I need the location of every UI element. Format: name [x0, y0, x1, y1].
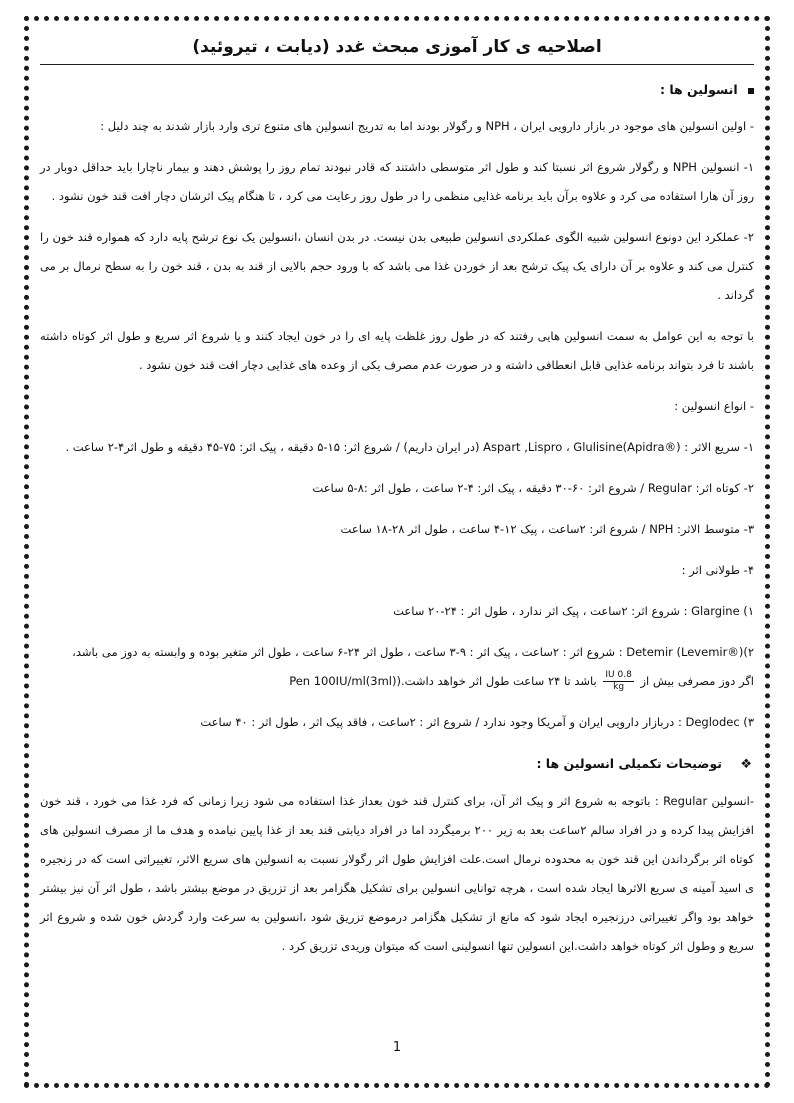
page-number: 1 [392, 1040, 402, 1055]
dose-text-before: اگر دوز مصرفی بیش از [640, 674, 754, 688]
four-diamond-bullet-icon: ❖ [740, 757, 752, 772]
paragraph-conclusion: با توجه به این عوامل به سمت انسولین هایی رفتند که در طول روز غلظت پایه ای را در خون ایجاد کنند و یا شروع اثر سریع و طول اثر کوتاه داشته باشند تا فرد بتواند برنامه غذایی قابل انعطافی داشته و در صورت عدم مصرف یکی از وعده های غذایی دچار افت قند خون نشود . [40, 329, 754, 372]
dose-fraction-numerator: 0.8 IU [605, 670, 632, 680]
paragraph-intermediate-acting: ۳- متوسط الاثر: NPH / شروع اثر: ۲ساعت ، پیک ۱۲-۴ ساعت ، طول اثر ۲۸-۱۸ ساعت [340, 522, 754, 536]
dose-fraction-denominator: kg [613, 682, 625, 692]
paragraph-types-heading: - انواع انسولین : [674, 399, 754, 413]
paragraph-reason-1: ۱- انسولین NPH و رگولار شروع اثر نسبتا کند و طول اثر متوسطی داشتند که قادر نبودند تمام روز را پوشش دهند و بیمار ناچارا باید حداقل دوبار در روز آن هارا استفاده می کرد و علاوه برآن باید برنامه غذایی منظمی را در طول روز رعایت می کرد ، تا هنگام پیک اثرشان دچار افت قند خون نشود . [40, 160, 754, 203]
paragraph-deglodec: ۳) Deglodec : دربازار دارویی ایران و آمریکا وجود ندارد / شروع اثر : ۲ساعت ، فاقد پیک اثر ، طول اثر : ۴۰ ساعت [200, 715, 754, 729]
page-title: اصلاحیه ی کار آموزی مبحث غدد (دیابت ، تیروئید) [192, 37, 602, 57]
dose-fraction [603, 670, 633, 693]
paragraph-glargine: ۱) Glargine : شروع اثر: ۲ساعت ، پیک اثر ندارد ، طول اثر : ۲۴-۲۰ ساعت [393, 604, 754, 618]
paragraph-regular-insulin: -انسولین Regular : باتوجه به شروع اثر و پیک اثر آن، برای کنترل قند خون بعداز غذا استفاده می شود زیرا زمانی که فرد غذا می خورد ، قند خون افزایش پیدا کرده و در افراد سالم ۲ساعت بعد به زیر ۲۰۰ برمیگردد اما در افراد دیابتی قند بعد از غذا پایین نیامده و هدف ما از مصرف انسولین های کوتاه اثر برگرداندن این قند خون به محدوده نرمال است.علت افزایش طول اثر رگولار نسبت به انسولین های سریع الاثر، تغییراتی است که در زنجیره ی اسید آمینه ی سریع الاثرها ایجاد شده است ، هرچه توانایی انسولین برای تشکیل هگزامر بعد از تزریق در موضع بیشتر باشد ، طول اثر آن نیز بیشتر خواهد بود واگر تغییراتی درزنجیره ایجاد شود که مانع از تشکیل هگزامر درموضع تزریق شود ،انسولین به سرعت وارد گردش خون شده و شروع اثر سریع و وطول اثر کوتاه خواهد داشت.این انسولین تنها انسولینی است که میتوان وریدی تزریق کرد . [40, 794, 755, 953]
section-heading-supplementary [40, 749, 754, 779]
paragraph-intro: - اولین انسولین های موجود در بازار دارویی ایران ، NPH و رگولار بودند اما به تدریج انسولین های متنوع تری وارد بازار شدند به چند دلیل : [100, 119, 754, 133]
paragraph-short-acting: ۲- کوتاه اثر: Regular / شروع اثر: ۶۰-۳۰ دقیقه ، پیک اثر: ۴-۲ ساعت ، طول اثر :۸-۵ ساعت [312, 481, 754, 495]
title-underline [40, 64, 754, 65]
paragraph-detemir-dose [40, 667, 754, 696]
paragraph-rapid-acting: ۱- سریع الاثر : Aspart ,Lispro ، Glulisine(Apidra®) (در ایران داریم) / شروع اثر: ۱۵-۵ دقیقه ، پیک اثر: ۷۵-۴۵ دقیقه و طول اثر۴-۲ ساعت . [65, 440, 754, 454]
dose-text-after: باشد تا ۲۴ ساعت طول اثر خواهد داشت.(Pen 100IU/ml(3ml) [289, 674, 597, 688]
square-bullet-icon [748, 88, 754, 94]
section-heading-insulins [40, 75, 754, 104]
section-heading-supplementary-text: توضیحات تکمیلی انسولین ها : [536, 756, 722, 771]
paragraph-long-acting-heading: ۴- طولانی اثر : [681, 563, 754, 577]
paragraph-reason-2: ۲- عملکرد این دونوع انسولین شبیه الگوی عملکردی انسولین طبیعی بدن نیست. در بدن انسان ،انسولین یک نوع ترشح پایه دارد که همواره قند خون را کنترل می کند و علاوه بر آن دارای یک پیک ترشح بعد از خوردن غذا می باشد که با ورود حجم بالایی از قند به بدن ، قند خون را به سطح نرمال بر می گرداند . [40, 230, 754, 302]
section-heading-text: انسولین ها : [659, 82, 738, 97]
paragraph-detemir: ۲)Detemir (Levemir®) : شروع اثر : ۲ساعت ، پیک اثر : ۹-۳ ساعت ، طول اثر ۲۴-۶ ساعت ، طول اثر متغیر بوده و وابسته به دوز می باشد، [72, 645, 754, 659]
document-body [40, 30, 754, 973]
